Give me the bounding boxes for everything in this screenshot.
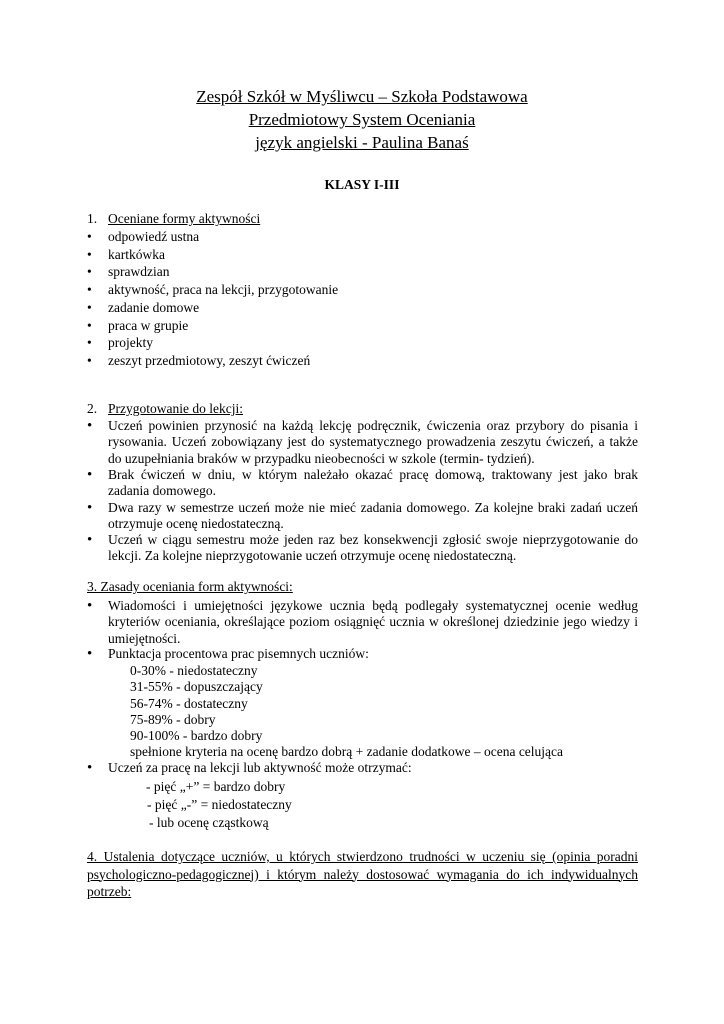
bullet: • — [87, 532, 93, 548]
bullet: • — [87, 335, 92, 350]
section4-title: 4. Ustalenia dotyczące uczniów, u których stwierdzono trudności w uczeniu się (opinia poradni psychologiczno-pedagogicznej) i którym należy dostosować wymagania do ich indywidualnych potrzeb: — [87, 849, 638, 899]
section2-title: Przygotowanie do lekcji: — [108, 401, 243, 416]
list-item: zadanie domowe — [108, 300, 200, 315]
bullet: • — [87, 229, 92, 244]
classes-heading: KLASY I-III — [324, 177, 400, 192]
bullet: • — [87, 353, 92, 368]
subject-teacher: język angielski - Paulina Banaś — [255, 133, 469, 152]
bullet: • — [87, 318, 92, 333]
bullet: • — [87, 500, 93, 516]
section3-title: 3. Zasady oceniania form aktywności: — [87, 579, 293, 594]
list-item: aktywność, praca na lekcji, przygotowanie — [108, 282, 339, 297]
section3-item-scale: Punktacja procentowa prac pisemnych uczniów: — [108, 646, 369, 661]
scale-item: 31-55% - dopuszczający — [130, 679, 263, 694]
section1-number: 1. — [87, 211, 98, 226]
section2-number: 2. — [87, 401, 98, 416]
mark-item: - lub ocenę cząstkową — [149, 815, 269, 830]
bullet: • — [87, 598, 93, 614]
bullet: • — [87, 282, 92, 297]
section3-item-activity: Uczeń za pracę na lekcji lub aktywność może otrzymać: — [108, 760, 412, 775]
scale-item: spełnione kryteria na ocenę bardzo dobrą + zadanie dodatkowe – ocena celująca — [130, 744, 564, 759]
bullet: • — [87, 760, 93, 776]
list-item: projekty — [108, 335, 153, 350]
list-item: odpowiedź ustna — [108, 229, 200, 244]
scale-item: 75-89% - dobry — [130, 712, 216, 727]
bullet: • — [87, 300, 92, 315]
mark-item: - pięć „+” = bardzo dobry — [146, 779, 286, 794]
list-item: Dwa razy w semestrze uczeń może nie mieć zadania domowego. Za kolejne braki zadań uczeń otrzymuje ocenę niedostateczną. — [108, 500, 638, 532]
list-item: zeszyt przedmiotowy, zeszyt ćwiczeń — [108, 353, 311, 368]
bullet: • — [87, 418, 93, 434]
section3-item-knowledge: Wiadomości i umiejętności językowe ucznia będą podlegały systematycznej ocenie według kryteriów oceniania, określające poziom osiągnięć ucznia w określonej dziedzinie jego wiedzy i umiejętności. — [108, 598, 638, 646]
section1-title: Oceniane formy aktywności — [108, 211, 261, 226]
list-item: Uczeń w ciągu semestru może jeden raz bez konsekwencji zgłosić swoje nieprzygotowanie do lekcji. Za kolejne nieprzygotowanie uczeń otrzymuje ocenę niedostateczną. — [108, 532, 638, 564]
scale-item: 90-100% - bardzo dobry — [130, 728, 263, 743]
scale-item: 56-74% - dostateczny — [130, 696, 248, 711]
bullet: • — [87, 264, 92, 279]
list-item: sprawdzian — [108, 264, 170, 279]
bullet: • — [87, 247, 92, 262]
bullet: • — [87, 467, 93, 483]
list-item: praca w grupie — [108, 318, 189, 333]
list-item: Brak ćwiczeń w dniu, w którym należało okazać pracę domową, traktowany jest jako brak zadania domowego. — [108, 467, 638, 499]
bullet: • — [87, 646, 93, 662]
document-title: Przedmiotowy System Oceniania — [248, 110, 476, 129]
scale-item: 0-30% - niedostateczny — [130, 663, 258, 678]
mark-item: - pięć „-” = niedostateczny — [147, 797, 292, 812]
list-item: kartkówka — [108, 247, 165, 262]
list-item: Uczeń powinien przynosić na każdą lekcję podręcznik, ćwiczenia oraz przybory do pisania i rysowania. Uczeń zobowiązany jest do systematycznego prowadzenia zeszytu ćwiczeń, a także do uzupełniania braków w przypadku nieobecności w szkole (termin- tydzień). — [108, 418, 638, 466]
school-name: Zespół Szkół w Myśliwcu – Szkoła Podstawowa — [196, 87, 528, 106]
